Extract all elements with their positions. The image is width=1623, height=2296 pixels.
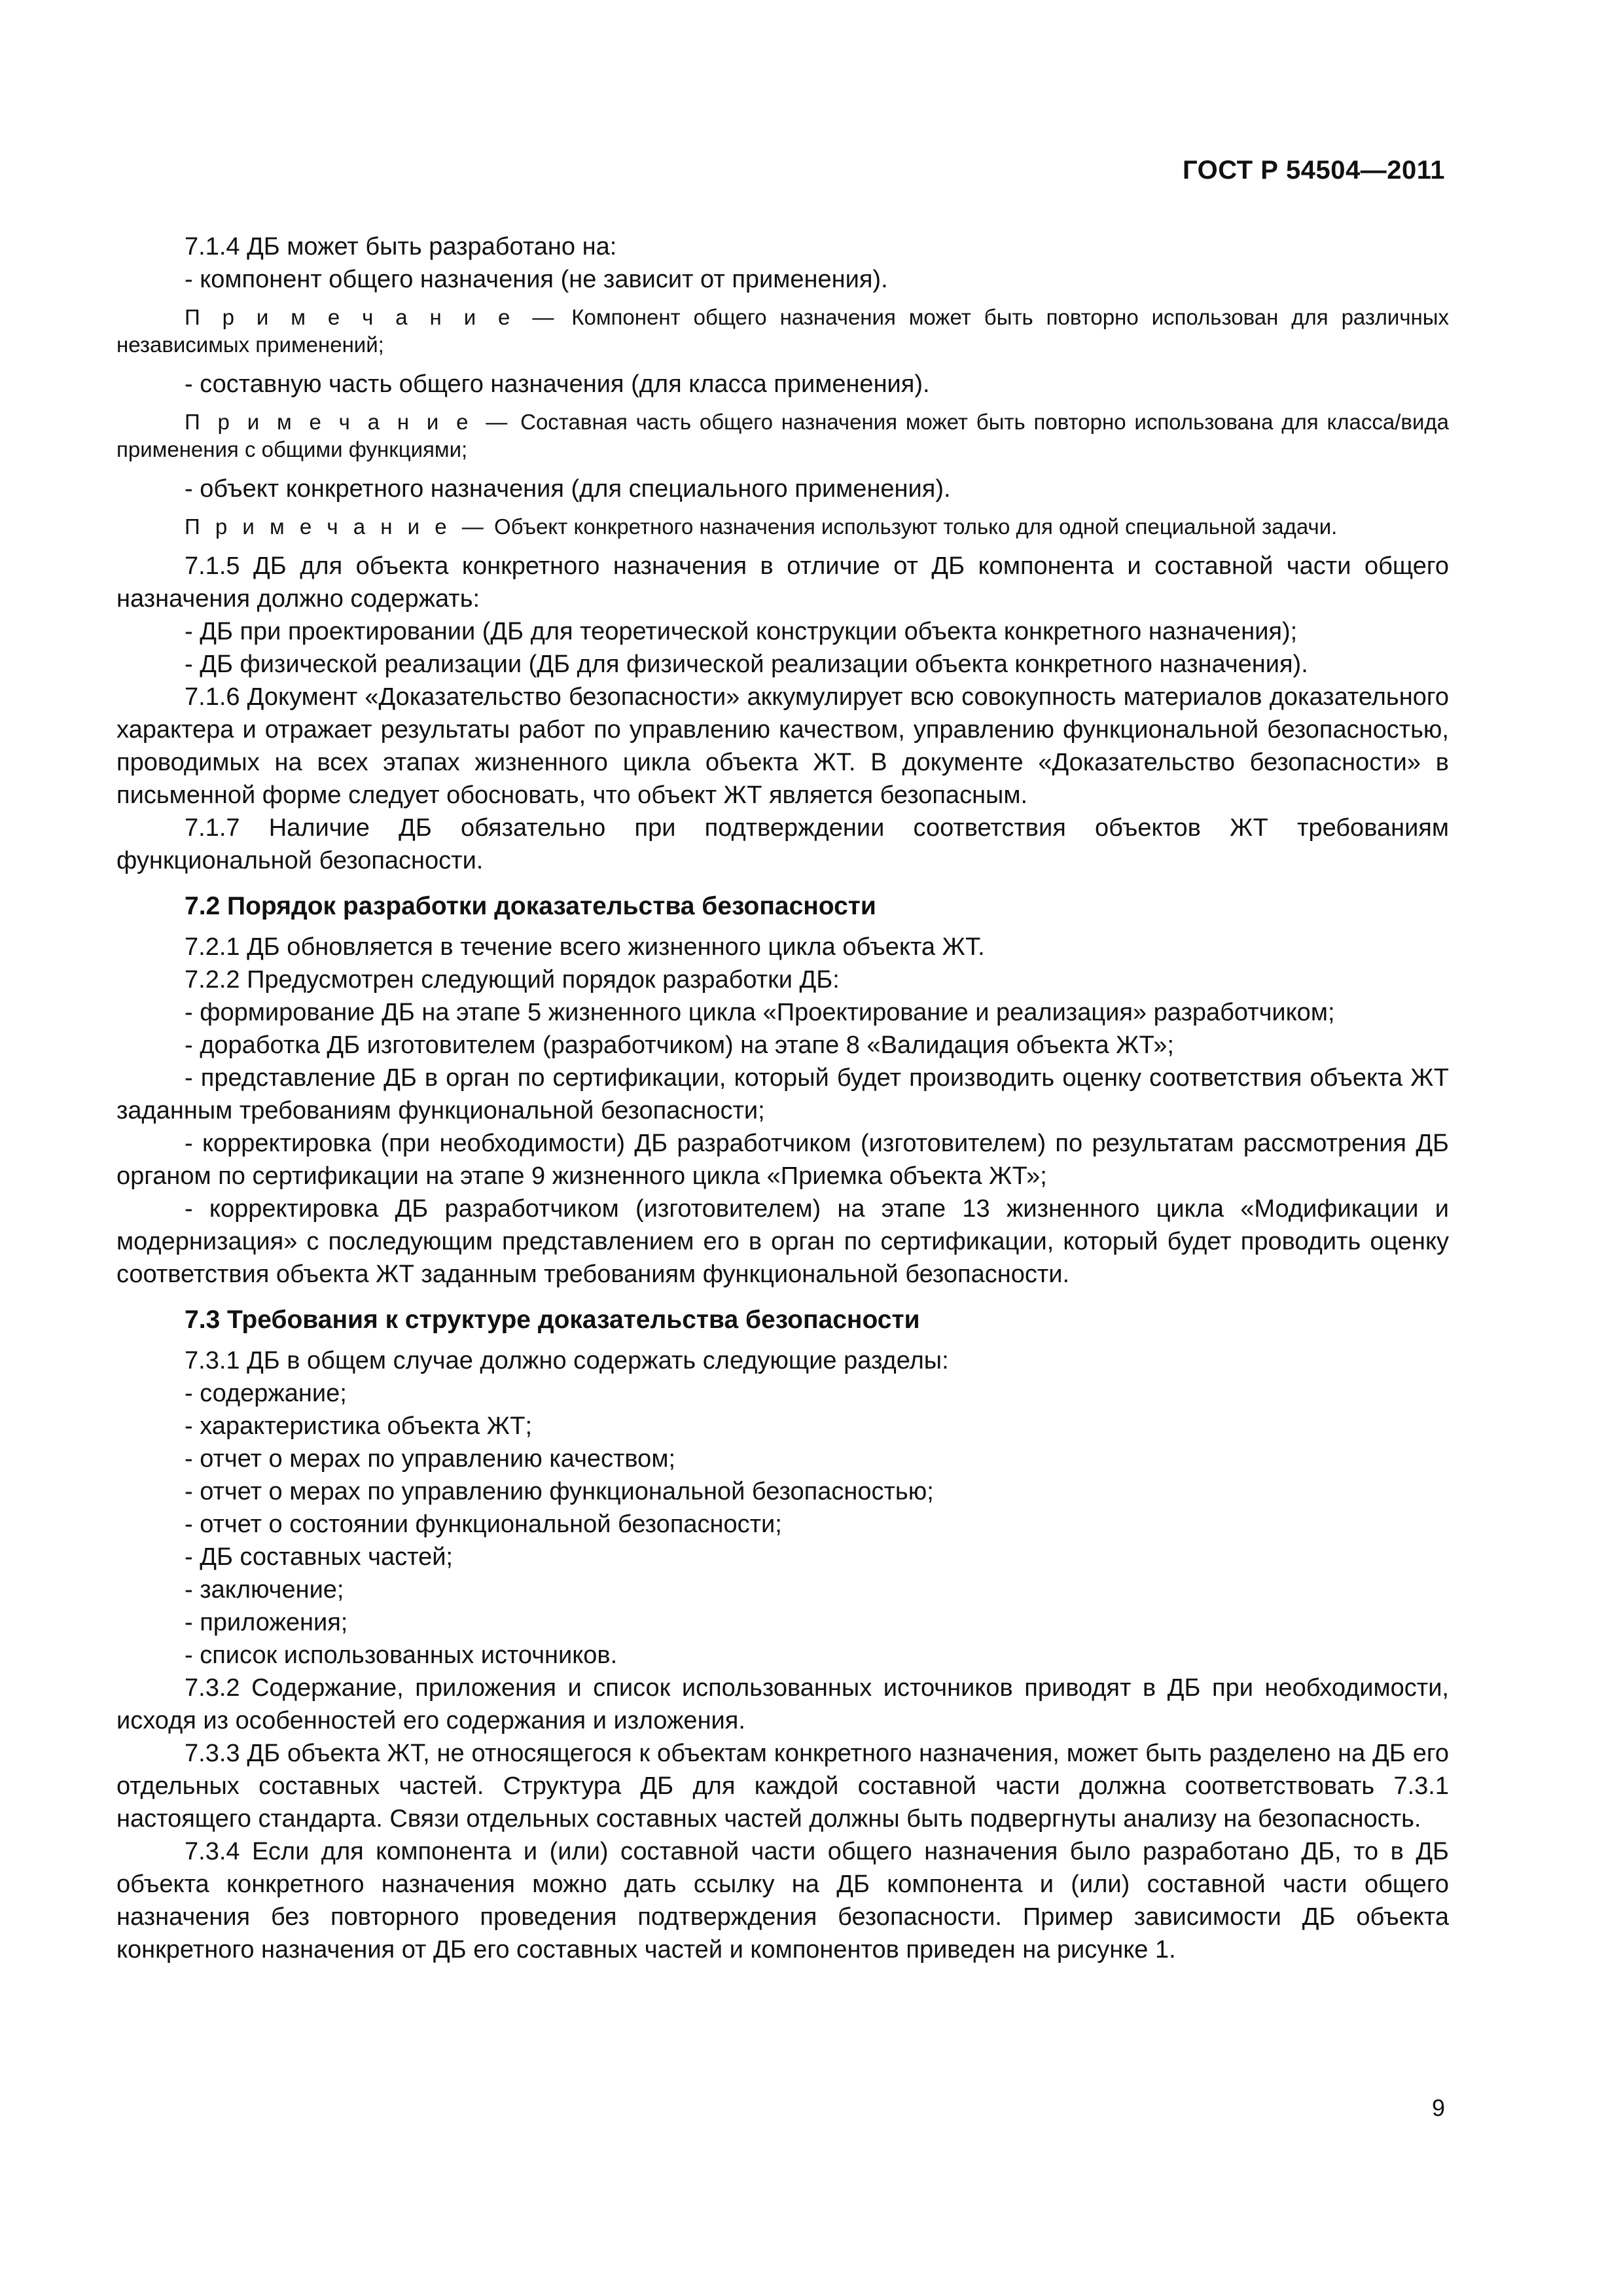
list-item: - составную часть общего назначения (для класса применения). [185, 370, 930, 398]
list-item: - список использованных источников. [185, 1641, 618, 1669]
note-text: Объект конкретного назначения используют только для одной специальной задачи. [493, 514, 1338, 539]
section-heading-7-3: 7.3 Требования к структуре доказательства безопасности [185, 1306, 920, 1334]
list-item: - объект конкретного назначения (для специального применения). [185, 475, 951, 503]
sections-list [116, 1377, 1449, 1672]
note [116, 408, 1449, 463]
note-label: П р и м е ч а н и е — [185, 514, 488, 539]
document-code-header: ГОСТ Р 54504—2011 [1183, 156, 1445, 185]
list-item: - формирование ДБ на этапе 5 жизненного цикла «Проектирование и реализация» разработчиком; [185, 999, 1335, 1026]
paragraph-7-2-1: 7.2.1 ДБ обновляется в течение всего жизненного цикла объекта ЖТ. [185, 933, 985, 961]
document-body [116, 230, 1449, 1966]
list-item: - представление ДБ в орган по сертификации, который будет производить оценку соответствия объекта ЖТ заданным требованиям функциональной безопасности; [116, 1064, 1449, 1124]
note-label: П р и м е ч а н и е — [185, 410, 512, 434]
list-item: - приложения; [185, 1609, 348, 1636]
paragraph-7-3-4: 7.3.4 Если для компонента и (или) составной части общего назначения было разработано ДБ, то в ДБ объекта конкретного назначения можно дать ссылку на ДБ компонента и (или) составной части общего назначения без повторного проведения подтверждения безопасности. Пример зависимости ДБ объекта конкретного назначения от ДБ его составных частей и компонентов приведен на рисунке 1. [116, 1838, 1449, 1964]
list-item: - содержание; [185, 1380, 347, 1407]
list-item: - заключение; [185, 1576, 344, 1604]
paragraph-7-1-4: 7.1.4 ДБ может быть разработано на: [185, 233, 617, 260]
note [116, 513, 1449, 541]
paragraph-7-1-5: 7.1.5 ДБ для объекта конкретного назначения в отличие от ДБ компонента и составной части общего назначения должно содержать: [116, 552, 1449, 613]
note-text: Компонент общего назначения может быть повторно использован для различных независимых применений; [116, 305, 1449, 357]
list-item: - ДБ составных частей; [185, 1543, 453, 1571]
paragraph-7-3-3: 7.3.3 ДБ объекта ЖТ, не относящегося к объектам конкретного назначения, может быть разделено на ДБ его отдельных составных частей. Структура ДБ для каждой составной части должна соответствовать 7.3.1 настоящего стандарта. Связи отдельных составных частей должны быть подвергнуты анализу на безопасность. [116, 1740, 1449, 1833]
paragraph-7-1-7: 7.1.7 Наличие ДБ обязательно при подтверждении соответствия объектов ЖТ требованиям функциональной безопасности. [116, 814, 1449, 874]
list-item: - отчет о мерах по управлению функциональной безопасностью; [185, 1478, 934, 1505]
paragraph-7-2-2: 7.2.2 Предусмотрен следующий порядок разработки ДБ: [185, 966, 840, 994]
list-item: - характеристика объекта ЖТ; [185, 1412, 533, 1440]
paragraph-7-3-2: 7.3.2 Содержание, приложения и список использованных источников приводят в ДБ при необходимости, исходя из особенностей его содержания и изложения. [116, 1674, 1449, 1734]
list-item: - корректировка ДБ разработчиком (изготовителем) на этапе 13 жизненного цикла «Модификации и модернизация» с последующим представлением его в орган по сертификации, который будет проводить оценку соответствия объекта ЖТ заданным требованиям функциональной безопасности. [116, 1195, 1449, 1288]
paragraph-7-3-1: 7.3.1 ДБ в общем случае должно содержать следующие разделы: [185, 1347, 949, 1374]
list-item: - отчет о состоянии функциональной безопасности; [185, 1511, 782, 1538]
list-item: - корректировка (при необходимости) ДБ разработчиком (изготовителем) по результатам рассмотрения ДБ органом по сертификации на этапе 9 жизненного цикла «Приемка объекта ЖТ»; [116, 1130, 1449, 1190]
list-item: - ДБ при проектировании (ДБ для теоретической конструкции объекта конкретного назначения); [185, 618, 1298, 645]
list-item: - отчет о мерах по управлению качеством; [185, 1445, 675, 1473]
note-label: П р и м е ч а н и е — [185, 305, 559, 329]
paragraph-7-1-6: 7.1.6 Документ «Доказательство безопасности» аккумулирует всю совокупность материалов доказательного характера и отражает результаты работ по управлению качеством, управлению функциональной безопасностью, проводимых на всех этапах жизненного цикла объекта ЖТ. В документе «Доказательство безопасности» в письменной форме следует обосновать, что объект ЖТ является безопасным. [116, 683, 1449, 809]
list-item: - компонент общего назначения (не зависит от применения). [185, 266, 888, 293]
page-number: 9 [1431, 2094, 1445, 2121]
list-item: - доработка ДБ изготовителем (разработчиком) на этапе 8 «Валидация объекта ЖТ»; [185, 1031, 1174, 1059]
note [116, 304, 1449, 359]
note-text: Составная часть общего назначения может быть повторно использована для класса/вида применения с общими функциями; [116, 410, 1449, 461]
section-heading-7-2: 7.2 Порядок разработки доказательства безопасности [185, 892, 876, 920]
list-item: - ДБ физической реализации (ДБ для физической реализации объекта конкретного назначения). [185, 651, 1308, 678]
